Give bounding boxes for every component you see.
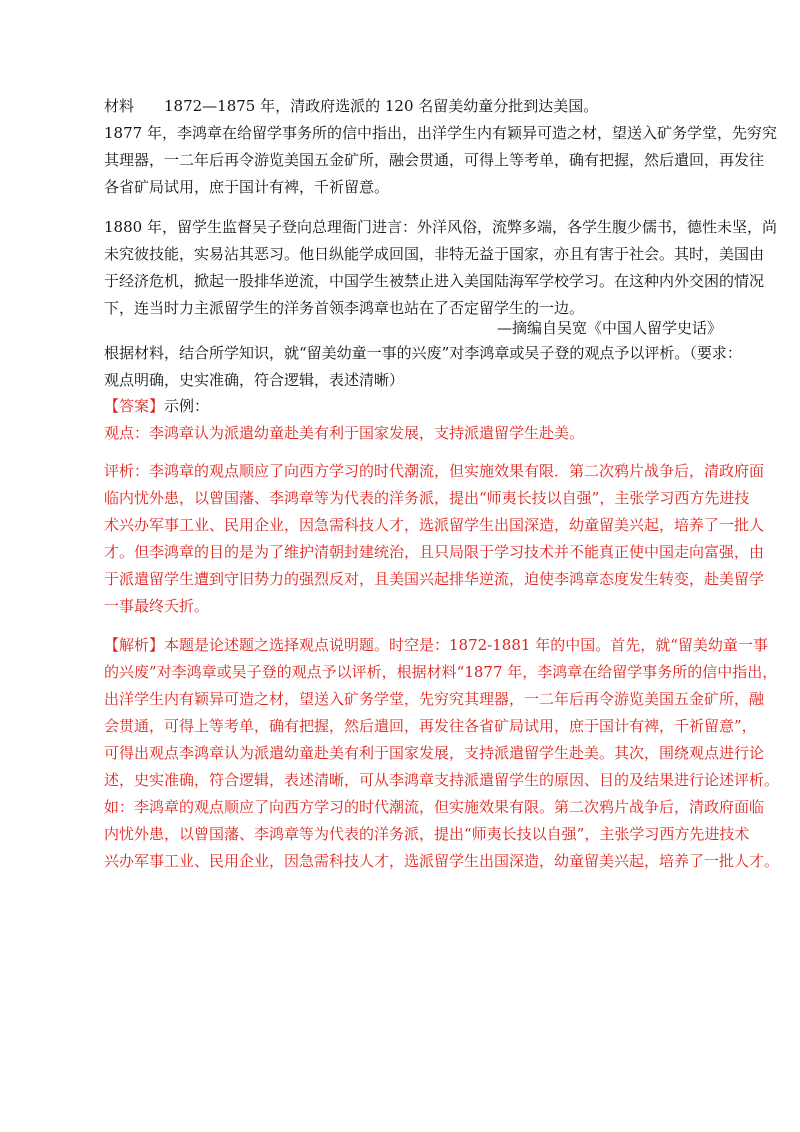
answer-line: 评析：李鸿章的观点顺应了向西方学习的时代潮流，但实施效果有限．第二次鸦片战争后，清政府面 (104, 462, 765, 480)
analysis-line: 会贯通，可得上等考单，确有把握，然后遣回，再发往各省矿局试用，庶于国计有裨，千祈留意”， (104, 717, 757, 735)
analysis-line: 出洋学生内有颖异可造之材，望送入矿务学堂，先穷究其理器，一二年后再令游览美国五金矿所，融 (104, 690, 765, 708)
answer-line: 才。但李鸿章的目的是为了维护清朝封建统治，且只局限于学习技术并不能真正使中国走向富强，由 (104, 543, 765, 561)
answer-header (104, 396, 209, 416)
material-1-line: 1877 年，李鸿章在给留学事务所的信中指出，出洋学生内有颖异可造之材，望送入矿务学堂，先穷究 (104, 124, 777, 142)
answer-tag: 【答案】 (104, 397, 165, 415)
material-1-line: 下，连当时力主派留学生的洋务首领李鸿章也站在了否定留学生的一边。 (104, 299, 585, 317)
answer-line: 一事最终夭折。 (104, 597, 210, 615)
material-1-line: 1880 年，留学生监督吴子登向总理衙门进言：外洋风俗，流弊多端，各学生腹少儒书，德性未坚，尚 (104, 218, 777, 236)
analysis-tag: 【解析】 (104, 636, 165, 654)
answer-line: 于派遣留学生遭到守旧势力的强烈反对，且美国兴起排华逆流，迫使李鸿章态度发生转变，赴美留学 (104, 570, 765, 588)
analysis-line: 如：李鸿章的观点顺应了向西方学习的时代潮流，但实施效果有限。第二次鸦片战争后，清政府面临 (104, 798, 765, 816)
answer-line: 术兴办军事工业、民用企业，因急需科技人才，选派留学生出国深造，幼童留美兴起，培养了一批人 (104, 516, 765, 534)
analysis-text: 本题是论述题之选择观点说明题。时空是：1872-1881 年的中国。首先，就“留美幼童一事 (164, 636, 768, 654)
analysis-line: 述，史实准确，符合逻辑，表述清晰，可从李鸿章支持派遣留学生的原因、目的及结果进行论述评析。 (104, 771, 780, 789)
analysis-line: 可得出观点李鸿章认为派遣幼童赴美有利于国家发展，支持派遣留学生赴美。其次，围绕观点进行论 (104, 744, 765, 762)
analysis-line: 内忧外患，以曾国藩、李鸿章等为代表的洋务派，提出“师夷长技以自强”，主张学习西方先进技术 (104, 825, 750, 843)
analysis-line: 的兴废”对李鸿章或吴子登的观点予以评析，根据材料“1877 年，李鸿章在给留学事务所的信中指出， (104, 663, 778, 681)
material-1-line: 其理器，一二年后再令游览美国五金矿所，融会贯通，可得上等考单，确有把握，然后遣回，再发往 (104, 151, 765, 169)
question-17-line: 观点明确，史实准确，符合逻辑，表述清晰） (104, 371, 405, 389)
answer-line: 临内忧外患，以曾国藩、李鸿章等为代表的洋务派，提出“师夷长技以自强”，主张学习西方先进技 (104, 489, 750, 507)
analysis-line: 兴办军事工业、民用企业，因急需科技人才，选派留学生出国深造，幼童留美兴起，培养了一批人才。 (104, 852, 780, 870)
material-source: —摘编自吴宽《中国人留学史话》 (496, 319, 722, 337)
material-1-line: 未究彼技能，实易沾其恶习。他日纵能学成回国，非特无益于国家，亦且有害于社会。其时，美国由 (104, 245, 765, 263)
material-1-line: 各省矿局试用，庶于国计有裨，千祈留意。 (104, 178, 390, 196)
answer-intro: 示例： (164, 397, 210, 415)
analysis-first-line (104, 635, 768, 655)
question-17-line: 根据材料，结合所学知识，就“留美幼童一事的兴废”对李鸿章或吴子登的观点予以评析。（要求： (104, 344, 742, 362)
material-1-line: 材料 1872—1875 年，清政府选派的 120 名留美幼童分批到达美国。 (104, 97, 599, 115)
answer-line: 观点：李鸿章认为派遣幼童赴美有利于国家发展，支持派遣留学生赴美。 (104, 424, 585, 442)
material-1-line: 于经济危机，掀起一股排华逆流，中国学生被禁止进入美国陆海军学校学习。在这种内外交困的情况 (104, 272, 765, 290)
